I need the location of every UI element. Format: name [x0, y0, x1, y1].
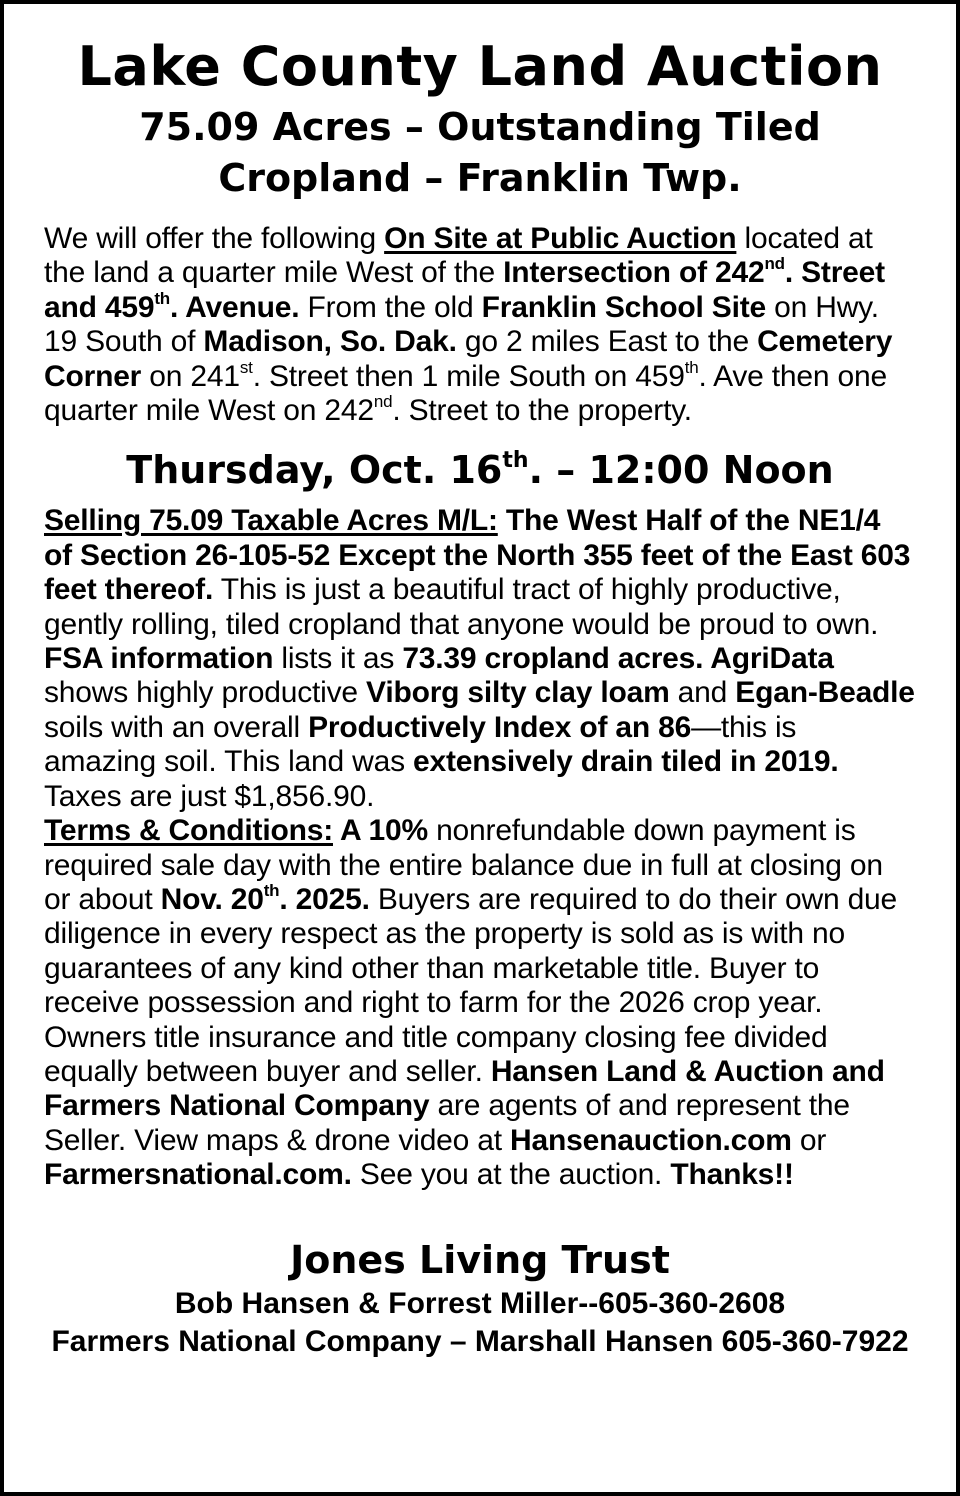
terms-text: or: [791, 1123, 827, 1157]
down-payment: A 10%: [332, 814, 428, 848]
subtitle-line-1: 75.09 Acres – Outstanding Tiled: [139, 105, 821, 149]
madison-label: Madison, So. Dak.: [203, 325, 457, 359]
selling-text: and: [669, 676, 736, 710]
on-site-label: On Site at Public Auction: [384, 222, 737, 255]
terms-text: nonrefundable down payment is required sale day with the entire balance due in full at closing on or about: [44, 814, 883, 916]
thanks-text: Thanks!!: [670, 1158, 794, 1192]
farmers-website: Farmersnational.com.: [44, 1158, 352, 1192]
legal-description: The West Half of the NE1/4 of Section 26-105-52 Except the North 355 feet of the East 603 feet thereof.: [44, 504, 911, 607]
selling-text: soils with an overall: [44, 710, 309, 744]
intersection-label: Intersection of 242nd. Street and 459th. Avenue.: [44, 254, 885, 324]
cropland-acres: 73.39 cropland acres. AgriData: [402, 642, 834, 676]
selling-text: —this is amazing soil. This land was: [44, 710, 797, 779]
page-title: Lake County Land Auction: [77, 35, 883, 98]
soil-type-2: Egan-Beadle: [735, 676, 915, 710]
selling-text: This is just a beautiful tract of highly productive, gently rolling, tiled cropland that anyone would be proud to own.: [44, 573, 879, 641]
contact-line-1: Bob Hansen & Forrest Miller--605-360-2608: [174, 1286, 786, 1320]
subtitle: [44, 102, 916, 204]
productivity-index: Productively Index of an 86: [308, 710, 692, 744]
intro-text: go 2 miles East to the: [456, 325, 758, 359]
closing-date: Nov. 20th. 2025.: [160, 880, 370, 916]
auction-date: Thursday, Oct. 16th. – 12:00 Noon: [126, 448, 834, 493]
seller-name: Jones Living Trust: [290, 1237, 670, 1282]
taxes-text: Taxes are just $1,856.90.: [44, 779, 375, 813]
school-site-label: Franklin School Site: [481, 290, 767, 324]
subtitle-line-2: Cropland – Franklin Twp.: [218, 156, 742, 200]
intro-text: . Ave then one quarter mile West on 242: [44, 359, 887, 428]
intro-paragraph: [44, 222, 916, 428]
ordinal-suffix: st: [239, 357, 253, 377]
terms-text: are agents of and represent the Seller. View maps & drone video at: [44, 1089, 850, 1157]
fsa-label: FSA information: [44, 642, 274, 676]
terms-text: Buyers are required to do their own due diligence in every respect as the property is sold as is with no guarantees of any kind other than marketable title. Buyer to receive possession and right to farm for the 2026 crop year. Owners title insurance and title company closing fee divided equally between buyer and seller.: [44, 882, 898, 1088]
intro-text: on 241: [141, 359, 240, 393]
selling-text: shows highly productive: [44, 676, 367, 710]
terms-label: Terms & Conditions:: [44, 814, 333, 848]
selling-paragraph: [44, 504, 916, 1192]
selling-label: Selling 75.09 Taxable Acres M/L:: [44, 504, 498, 538]
soil-type-1: Viborg silty clay loam: [366, 676, 670, 710]
intro-text: located at the land a quarter mile West of the: [44, 222, 873, 290]
intro-text: . Street then 1 mile South on 459: [252, 359, 685, 393]
selling-text: lists it as: [273, 642, 403, 676]
drain-tiled-note: extensively drain tiled in 2019.: [413, 745, 839, 779]
contact-line-2: Farmers National Company – Marshall Hansen 605-360-7922: [51, 1324, 909, 1358]
hansen-website: Hansenauction.com: [510, 1123, 792, 1157]
cemetery-corner-label: Cemetery Corner: [44, 325, 893, 393]
intro-text: on Hwy. 19 South of: [44, 290, 879, 359]
intro-text: We will offer the following: [44, 222, 385, 255]
terms-text: See you at the auction.: [351, 1158, 671, 1192]
ordinal-suffix: nd: [373, 392, 393, 412]
intro-text: From the old: [299, 290, 482, 324]
ordinal-suffix: th: [684, 357, 699, 377]
intro-text: . Street to the property.: [392, 394, 692, 428]
agents-label: Hansen Land & Auction and Farmers National Company: [44, 1054, 885, 1123]
